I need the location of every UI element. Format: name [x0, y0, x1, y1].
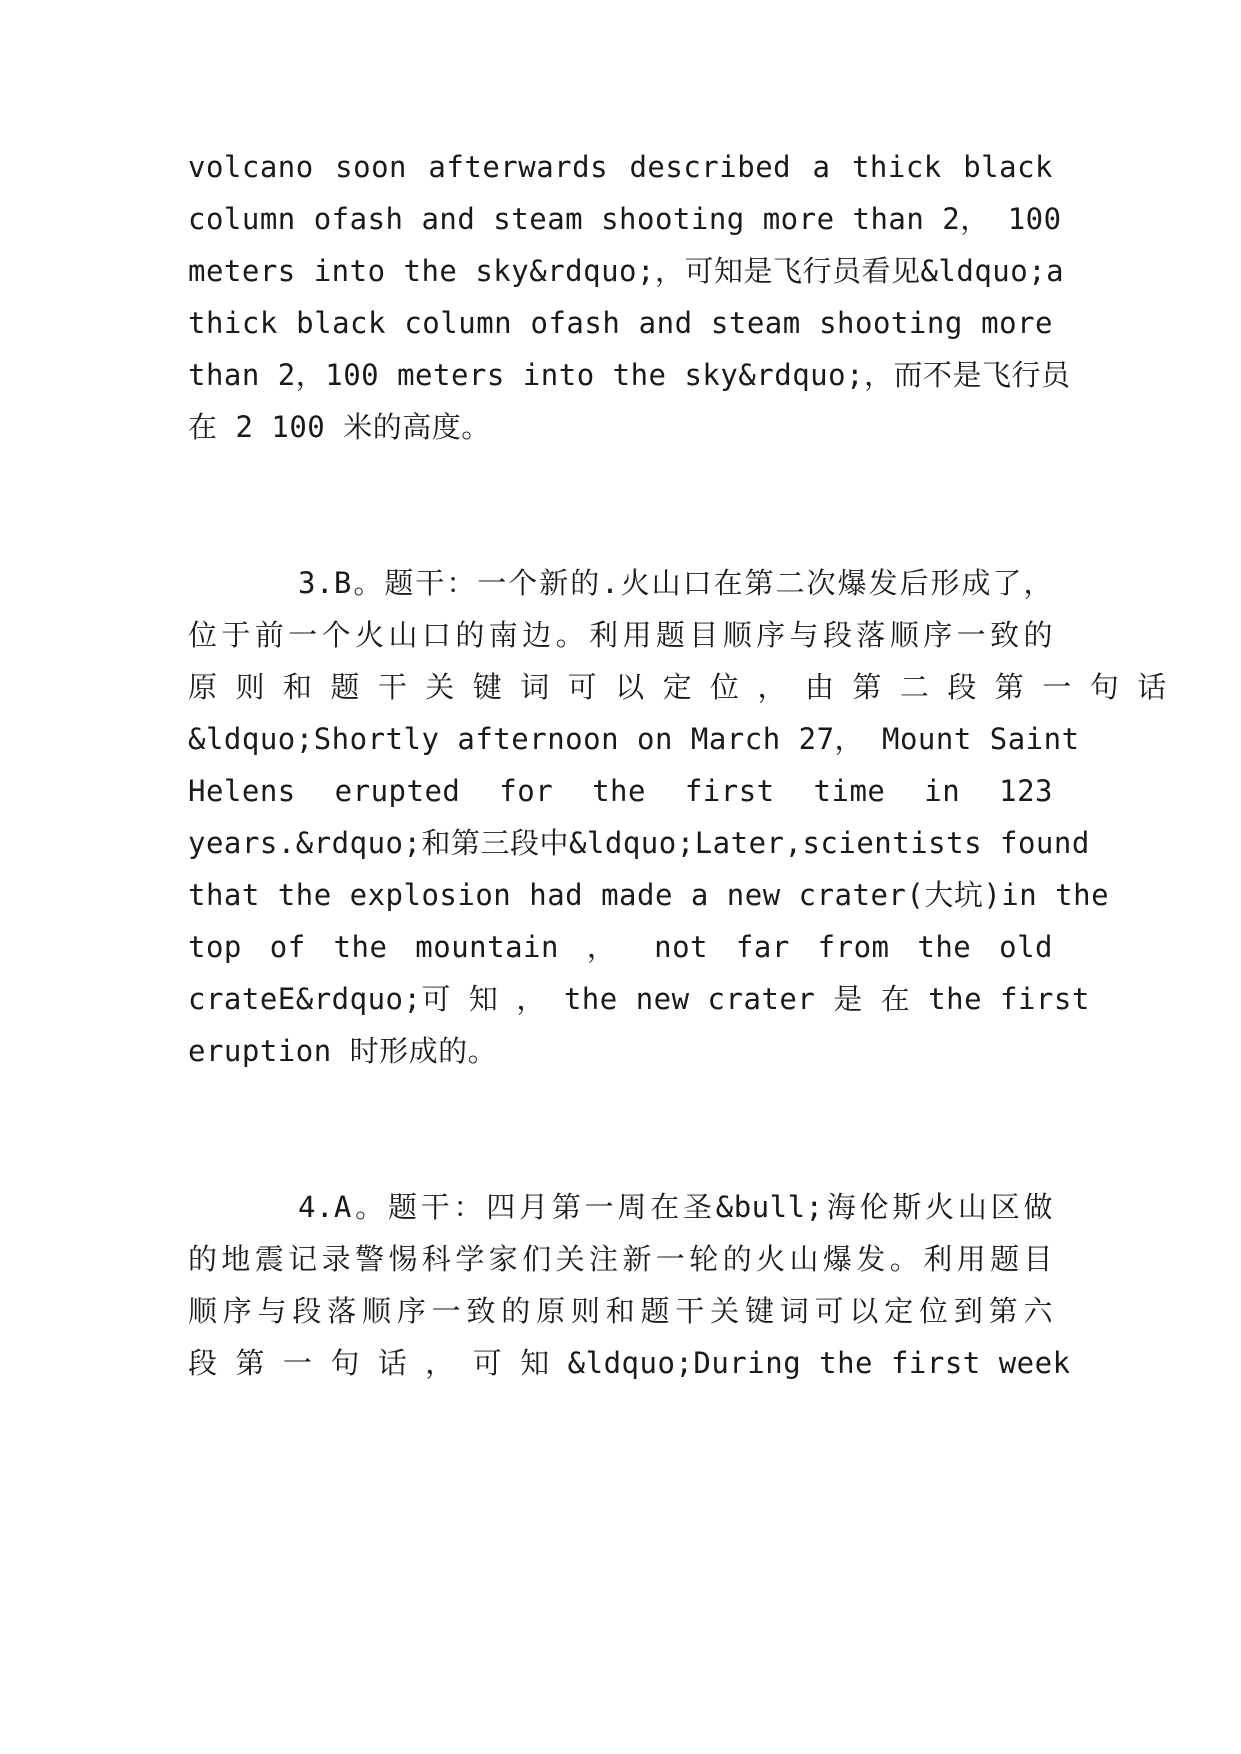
- paragraph-2-line-7: that the explosion had made a new crater(大坑)in the: [188, 878, 1110, 912]
- paragraph-1-line-4: thick black column ofash and steam shooting more: [188, 306, 1053, 340]
- paragraph-3-line-4: 段 第 一 句 话 ， 可 知 &ldquo;During the first week: [188, 1346, 1071, 1380]
- paragraph-3-line-3: 顺序与段落顺序一致的原则和题干关键词可以定位到第六: [188, 1294, 1053, 1328]
- paragraph-1-line-5: than 2，100 meters into the sky&rdquo;，而不是飞行员: [188, 358, 1071, 392]
- paragraph-1-line-3: meters into the sky&rdquo;，可知是飞行员看见&ldquo;a: [188, 254, 1065, 288]
- paragraph-3-line-2: 的地震记录警惕科学家们关注新一轮的火山爆发。利用题目: [188, 1242, 1053, 1276]
- paragraph-2-line-2: 位于前一个火山口的南边。利用题目顺序与段落顺序一致的: [188, 618, 1053, 652]
- paragraph-2-line-1: 3.B。题干：一个新的.火山口在第二次爆发后形成了，: [298, 566, 1053, 600]
- paragraph-2-line-3: 原 则 和 题 干 关 键 词 可 以 定 位 ， 由 第 二 段 第 一 句 话: [188, 670, 1167, 704]
- paragraph-1-line-1: volcano soon afterwards described a thick black: [188, 150, 1053, 184]
- paragraph-1-line-6: 在 2 100 米的高度。: [188, 410, 491, 444]
- paragraph-3-line-1: 4.A。题干：四月第一周在圣&bull;海伦斯火山区做: [298, 1190, 1053, 1224]
- paragraph-2-line-5: Helens erupted for the first time in 123: [188, 774, 1053, 808]
- paragraph-2-line-4: &ldquo;Shortly afternoon on March 27， Mount Saint: [188, 722, 1080, 756]
- paragraph-2-line-10: eruption 时形成的。: [188, 1034, 498, 1068]
- paragraph-2-line-8: top of the mountain ， not far from the old: [188, 930, 1053, 964]
- paragraph-1-line-2: column ofash and steam shooting more than 2， 100: [188, 202, 1062, 236]
- paragraph-2-line-6: years.&rdquo;和第三段中&ldquo;Later,scientists found: [188, 826, 1090, 860]
- paragraph-2-line-9: crateE&rdquo;可 知 ， the new crater 是 在 the first: [188, 982, 1090, 1016]
